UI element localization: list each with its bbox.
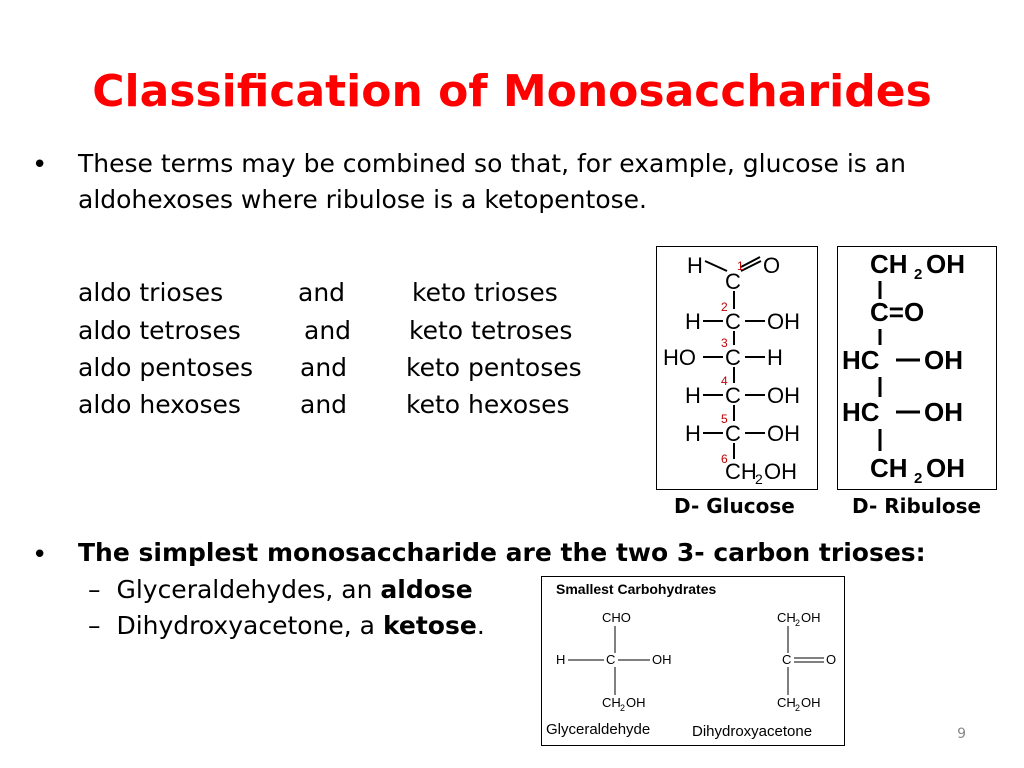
svg-text:OH: OH — [767, 383, 800, 408]
keto-term: keto hexoses — [406, 390, 570, 419]
page-number: 9 — [957, 726, 966, 742]
svg-text:C: C — [725, 421, 741, 446]
svg-text:C: C — [725, 309, 741, 334]
svg-text:2: 2 — [795, 703, 801, 713]
glucose-structure — [656, 246, 818, 490]
svg-text:OH: OH — [767, 309, 800, 334]
svg-text:CH: CH — [870, 249, 908, 279]
svg-text:H: H — [685, 421, 701, 446]
svg-text:OH: OH — [924, 345, 963, 375]
sub-bullet-glyceraldehydes — [88, 575, 473, 604]
bullet-marker: • — [32, 540, 48, 570]
and-word: and — [298, 278, 346, 307]
ribulose-structure — [837, 246, 997, 490]
aldo-term: aldo trioses — [78, 278, 224, 307]
svg-text:H: H — [556, 652, 566, 667]
glucose-c1: C — [725, 269, 741, 294]
glucose-structure-svg — [657, 247, 817, 489]
aldo-term: aldo tetroses — [78, 316, 241, 345]
svg-text:2: 2 — [721, 300, 728, 314]
ribulose-structure-svg — [838, 247, 996, 489]
bullet-marker: • — [32, 150, 48, 180]
sub-text: Glyceraldehydes, an — [116, 575, 381, 604]
svg-text:OH: OH — [767, 421, 800, 446]
svg-text:H: H — [685, 309, 701, 334]
svg-text:2: 2 — [620, 703, 626, 713]
svg-text:CH: CH — [777, 695, 796, 710]
svg-text:2: 2 — [914, 470, 923, 487]
svg-text:HO: HO — [663, 345, 696, 370]
svg-text:CHO: CHO — [602, 610, 631, 625]
svg-text:O: O — [826, 652, 837, 667]
svg-text:4: 4 — [721, 374, 728, 388]
svg-text:HC: HC — [842, 397, 880, 427]
keto-term: keto pentoses — [406, 353, 582, 382]
glucose-o: O — [763, 253, 781, 278]
period: . — [476, 611, 485, 640]
glyceraldehyde-label: Glyceraldehyde — [546, 721, 651, 738]
svg-text:6: 6 — [721, 452, 728, 466]
glucose-h: H — [687, 253, 703, 278]
svg-text:2: 2 — [755, 471, 763, 487]
dash-marker: – — [88, 575, 101, 604]
svg-text:H: H — [767, 345, 783, 370]
svg-text:OH: OH — [801, 610, 821, 625]
keto-term: keto trioses — [412, 278, 558, 307]
aldo-term: aldo hexoses — [78, 390, 241, 419]
svg-text:CH: CH — [602, 695, 621, 710]
svg-text:OH: OH — [926, 249, 965, 279]
svg-text:HC: HC — [842, 345, 880, 375]
and-word: and — [300, 353, 348, 382]
svg-text:OH: OH — [801, 695, 821, 710]
svg-text:OH: OH — [764, 459, 797, 484]
svg-text:C: C — [725, 345, 741, 370]
slide-title: Classification of Monosaccharides — [92, 66, 932, 117]
svg-text:OH: OH — [652, 652, 672, 667]
svg-text:5: 5 — [721, 412, 728, 426]
svg-text:H: H — [685, 383, 701, 408]
svg-text:OH: OH — [924, 397, 963, 427]
smallest-carbohydrates-svg — [542, 577, 844, 745]
ribulose-caption: D- Ribulose — [852, 494, 982, 518]
bullet-text-combined-terms: These terms may be combined so that, for example, glucose is an aldohexoses where ribulose is a ketopentose. — [78, 149, 906, 214]
and-word: and — [300, 390, 348, 419]
aldo-term: aldo pentoses — [78, 353, 253, 382]
smallest-carbohydrates-figure — [541, 576, 845, 746]
svg-text:CH: CH — [725, 459, 757, 484]
svg-text:OH: OH — [926, 453, 965, 483]
svg-text:C: C — [606, 652, 616, 667]
glucose-caption: D- Glucose — [674, 494, 795, 518]
dihydroxyacetone-label: Dihydroxyacetone — [692, 723, 813, 740]
svg-text:C: C — [782, 652, 792, 667]
sub-text: Dihydroxyacetone, a — [116, 611, 383, 640]
and-word: and — [304, 316, 352, 345]
svg-text:1: 1 — [737, 259, 744, 273]
keto-term: keto tetroses — [409, 316, 573, 345]
svg-text:C: C — [725, 383, 741, 408]
svg-text:CH: CH — [870, 453, 908, 483]
ketose-term: ketose — [382, 611, 477, 640]
aldose-term: aldose — [380, 575, 473, 604]
svg-text:3: 3 — [721, 336, 728, 350]
sub-bullet-dihydroxyacetone — [88, 611, 485, 640]
svg-text:2: 2 — [914, 266, 923, 283]
dash-marker: – — [88, 611, 101, 640]
bullet-text-simplest: The simplest monosaccharide are the two 3- carbon trioses: — [78, 538, 926, 567]
figure-title: Smallest Carbohydrates — [556, 581, 717, 597]
svg-text:CH: CH — [777, 610, 796, 625]
svg-text:C=O: C=O — [870, 297, 925, 327]
svg-text:2: 2 — [795, 618, 801, 628]
svg-text:OH: OH — [626, 695, 646, 710]
